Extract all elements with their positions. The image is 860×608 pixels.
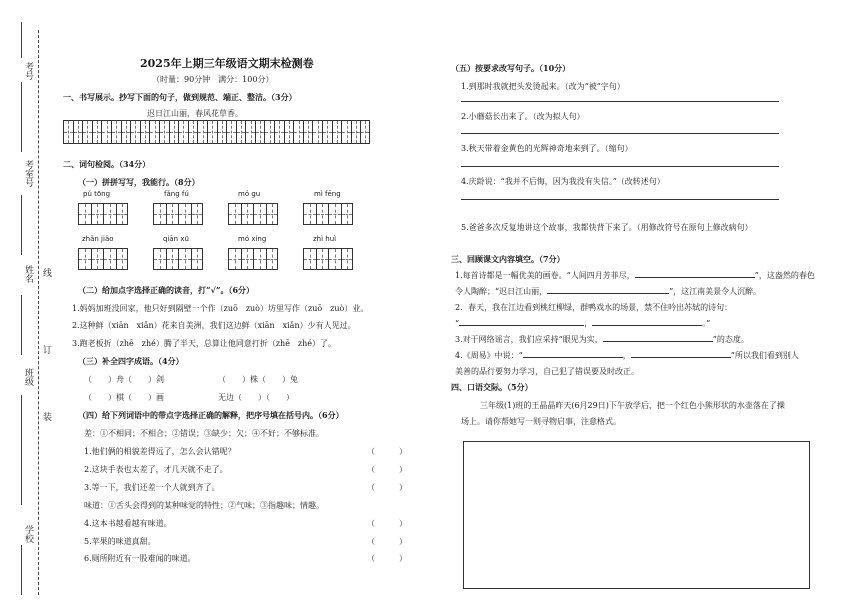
seal-ding-char: 订	[41, 345, 51, 354]
pinyin-label: qiān xū	[163, 235, 189, 243]
answer-line[interactable]	[461, 101, 779, 102]
character-grid[interactable]	[228, 248, 278, 270]
recall-line-4	[455, 350, 799, 361]
meaning-item: 1.他们俩的相貌差得远了，怎么会认错呢？	[84, 447, 236, 456]
fill-blank[interactable]	[631, 357, 731, 358]
answer-paren[interactable]: （ ）	[367, 465, 407, 474]
recall-text: ”的态度。	[712, 335, 749, 344]
rewrite-heading: （五）按要求改写句子。（10分）	[451, 63, 571, 73]
pinyin-label: fǎng fú	[164, 190, 189, 198]
recall-line-2b	[455, 318, 710, 329]
character-grid[interactable]	[303, 203, 353, 225]
pinyin-label: pǔ tōng	[83, 190, 111, 198]
fill-blank[interactable]	[523, 357, 623, 358]
recall-line-2: 2．春天，我在江边看到桃红柳绿，群鸭戏水的场景，禁不住吟出苏轼的诗句：	[455, 303, 733, 312]
class-label: 班级	[23, 368, 33, 386]
answer-line[interactable]	[461, 166, 779, 167]
character-grid[interactable]	[153, 248, 203, 270]
answer-line[interactable]	[461, 133, 779, 134]
recall-line-1b	[455, 286, 761, 297]
character-grid[interactable]	[78, 248, 128, 270]
meaning-item: 6.厕所附近有一股难闻的味道。	[84, 554, 196, 563]
section-3-heading: 三、回顾课文内容填空。（7分）	[451, 254, 565, 264]
exam-no-line	[21, 82, 22, 152]
pinyin-label: zhì huì	[313, 235, 337, 243]
room-field[interactable]	[21, 195, 22, 255]
school-field[interactable]	[21, 545, 22, 595]
character-grid[interactable]	[78, 203, 128, 225]
pinyin-label: mó xíng	[238, 235, 267, 243]
school-label: 学校	[23, 525, 33, 543]
section-4-heading: 四、口语交际。（5分）	[451, 382, 533, 392]
recall-text: ，	[584, 319, 593, 328]
answer-line[interactable]	[461, 199, 779, 200]
character-grid[interactable]	[303, 248, 353, 270]
meaning-item: 4.这本书越看越有味道。	[84, 519, 172, 528]
name-label: 姓名	[23, 265, 33, 283]
fill-blank[interactable]	[592, 325, 702, 326]
recall-text: 1.每首诗都是一幅优美的画卷。“人间四月芳菲尽，	[455, 271, 635, 280]
rewrite-item: 1.到那时我就把头发烫起来。（改为“被”字句）	[461, 82, 625, 91]
recall-line-4b: 美善的品行要努力学习，自己犯了错误要及时改正。	[455, 367, 639, 376]
exam-meta: （时量：90分钟 满分：100分）	[152, 75, 274, 84]
answer-paren[interactable]: （ ）	[367, 483, 407, 492]
fill-blank[interactable]	[603, 341, 713, 342]
recall-line-3	[455, 334, 749, 345]
seal-line-char: 线	[41, 268, 51, 277]
definition-list: 差：①不相同；不相合；②错误；③缺少；欠；④不好；不够标准。	[84, 429, 324, 438]
copy-writing-grid[interactable]	[63, 120, 370, 144]
answer-paren[interactable]: （ ）	[367, 537, 407, 546]
idiom-item[interactable]: 无边（ ）（ ）	[218, 393, 294, 402]
pinyin-label: mó gu	[238, 190, 261, 198]
answer-paren[interactable]: （ ）	[367, 554, 407, 563]
answer-paren[interactable]: （ ）	[367, 447, 407, 456]
recall-text: ”，这江南美景令人沉醉。	[669, 287, 762, 296]
name-field[interactable]	[21, 295, 22, 355]
recall-text: 3.对于网络谣言，我们应采持“眼见为实，	[455, 335, 603, 344]
pinyin-label: zhǎn jiǎo	[82, 235, 114, 243]
pronunciation-item[interactable]: 2.这种鲜（xiān xiǎn）花来自美洲，我们这边鲜（xiān xiǎn）少有人见过。	[72, 321, 356, 330]
recall-text: 4.《周易》中说：“	[455, 351, 523, 360]
seal-zhuang-char: 装	[41, 412, 51, 421]
rewrite-item: 4.庆龄说：“我并不后悔，因为我没有失信。”（改转述句）	[461, 177, 665, 186]
character-grid[interactable]	[228, 203, 278, 225]
copy-sentence: 迟日江山丽，春风花草香。	[147, 109, 243, 118]
pronunciation-item[interactable]: 1.妈妈加班没回家，他只好到隔壁一个作（zuō zuò）坊里写作（zuō zuò）业。	[72, 304, 369, 313]
binding-fold-line	[38, 30, 39, 595]
exam-title: 2025年上期三年级语文期末检测卷	[140, 57, 314, 70]
fill-blank[interactable]	[459, 325, 584, 326]
pinyin-heading: （一）拼拼写写，我能行。（8分）	[78, 177, 200, 187]
idiom-heading: （三）补全四字成语。（4分）	[78, 356, 184, 366]
rewrite-item: 2.小蘑菇长出来了。（改为拟人句）	[461, 112, 585, 121]
meaning-item: 3.等一下，我们还差一个人就到齐了。	[84, 483, 220, 492]
exam-no-field[interactable]	[21, 22, 22, 58]
idiom-item[interactable]: （ ）株（ ）兔	[218, 375, 298, 384]
recall-text: ”所以我们看到别人	[730, 351, 799, 360]
recall-text: “	[455, 319, 460, 328]
recall-text: ，	[622, 351, 631, 360]
pronunciation-item[interactable]: 3.跑老板折（zhē zhé）腾了半天，总算让他同意打折（zhē zhé）了。	[72, 339, 337, 348]
pinyin-label: mì fēng	[314, 190, 341, 198]
idiom-item[interactable]: （ ）舟（ ）剑	[84, 375, 164, 384]
pronunciation-heading: （二）给加点字选择正确的读音，打“√”。（6分）	[78, 285, 255, 295]
writing-answer-box[interactable]	[463, 441, 810, 589]
task-text: 三年级(1)班的王晶晶昨天(6月29日)下午放学后，把一个红色小熊形状的水壶落在了操	[480, 401, 785, 410]
exam-no-label: 考号	[23, 62, 33, 80]
recall-text: 。”	[702, 319, 711, 328]
meaning-item: 2.这块手表也太差了，才几天就不走了。	[84, 465, 228, 474]
room-label: 考室号	[23, 160, 33, 187]
definition-list: 味道：①舌头会得到的某种味觉的特性；②气味；③指趣味；情趣。	[84, 501, 324, 510]
meaning-heading: （四）给下列词语中的带点字选择正确的解释，把序号填在括号内。（6分）	[78, 410, 344, 420]
section-1-heading: 一、书写展示。抄写下面的句子，做到规范、端正、整洁。（3分）	[63, 92, 297, 102]
fill-blank[interactable]	[635, 277, 755, 278]
character-grid[interactable]	[153, 203, 203, 225]
task-text: 场上。请你帮她写一则寻物启事，注意格式。	[461, 417, 621, 426]
fill-blank[interactable]	[547, 293, 669, 294]
section-2-heading: 二、词句检阅。（34分）	[63, 159, 151, 169]
rewrite-item: 3.秋天带着金黄色的光辉神奇地来到了。（缩句）	[461, 144, 633, 153]
recall-line-1	[455, 270, 815, 281]
meaning-item: 5.苹果的味道真甜。	[84, 537, 156, 546]
rewrite-item: 5.爸爸多次反复地讲这个故事，我都快背下来了。（用修改符号在原句上修改病句）	[461, 223, 753, 232]
answer-paren[interactable]: （ ）	[367, 519, 407, 528]
class-field[interactable]	[21, 395, 22, 505]
recall-text: 令人陶醉；“迟日江山丽，	[455, 287, 548, 296]
idiom-item[interactable]: （ ）棋（ ）画	[84, 393, 164, 402]
recall-text: ”，这盎然的春色	[754, 271, 815, 280]
